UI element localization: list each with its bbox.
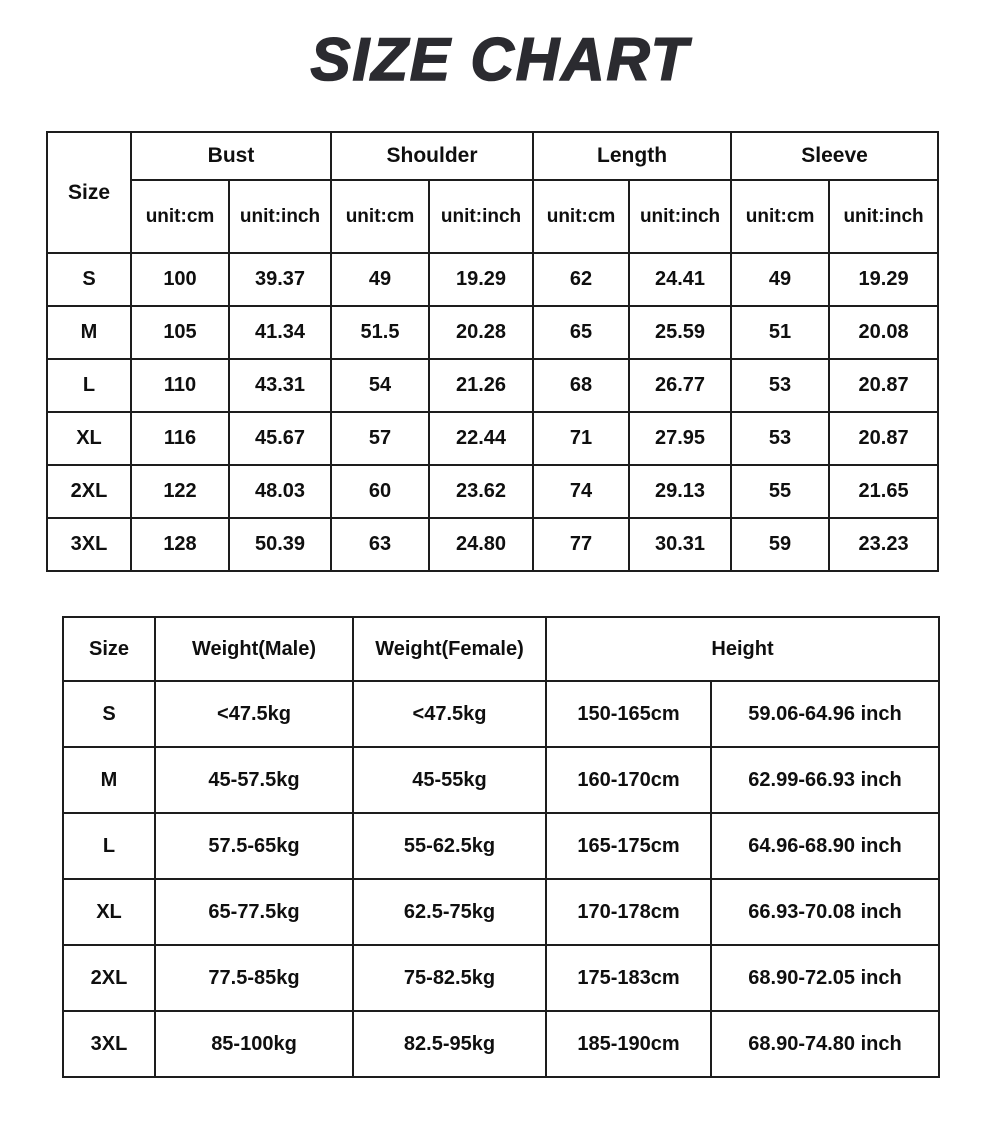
value-cell: 55 xyxy=(731,465,829,518)
measurement-table xyxy=(46,131,939,572)
value-cell: 68 xyxy=(533,359,629,412)
page-title: SIZE CHART xyxy=(310,26,690,93)
body-size-table-body xyxy=(63,681,939,1077)
group-header-shoulder: Shoulder xyxy=(331,132,533,180)
value-cell: 41.34 xyxy=(229,306,331,359)
body-size-row-3xl xyxy=(63,1011,939,1077)
value-cell: 77 xyxy=(533,518,629,571)
unit-inch-header: unit:inch xyxy=(229,180,331,253)
body-size-header-row xyxy=(63,617,939,681)
value-cell: 51 xyxy=(731,306,829,359)
measurement-row-s xyxy=(47,253,938,306)
weight-female-cell: 82.5-95kg xyxy=(353,1011,546,1077)
value-cell: 59 xyxy=(731,518,829,571)
group-header-bust: Bust xyxy=(131,132,331,180)
value-cell: 110 xyxy=(131,359,229,412)
size-column-header: Size xyxy=(47,132,131,253)
weight-male-cell: 57.5-65kg xyxy=(155,813,353,879)
value-cell: 128 xyxy=(131,518,229,571)
value-cell: 100 xyxy=(131,253,229,306)
height-inch-cell: 66.93-70.08 inch xyxy=(711,879,939,945)
value-cell: 19.29 xyxy=(829,253,938,306)
value-cell: 22.44 xyxy=(429,412,533,465)
body-size-table xyxy=(62,616,940,1078)
measurement-row-m xyxy=(47,306,938,359)
size-cell: S xyxy=(63,681,155,747)
unit-cm-header: unit:cm xyxy=(533,180,629,253)
unit-inch-header: unit:inch xyxy=(829,180,938,253)
value-cell: 27.95 xyxy=(629,412,731,465)
height-cm-cell: 170-178cm xyxy=(546,879,711,945)
weight-female-cell: 55-62.5kg xyxy=(353,813,546,879)
size-chart-page xyxy=(0,28,1000,1078)
value-cell: 23.23 xyxy=(829,518,938,571)
size-cell: 3XL xyxy=(63,1011,155,1077)
value-cell: 50.39 xyxy=(229,518,331,571)
height-cm-cell: 160-170cm xyxy=(546,747,711,813)
value-cell: 49 xyxy=(331,253,429,306)
body-size-row-2xl xyxy=(63,945,939,1011)
unit-cm-header: unit:cm xyxy=(731,180,829,253)
weight-male-column-header: Weight(Male) xyxy=(155,617,353,681)
unit-inch-header: unit:inch xyxy=(629,180,731,253)
value-cell: 60 xyxy=(331,465,429,518)
size-cell: L xyxy=(47,359,131,412)
size-cell: XL xyxy=(47,412,131,465)
height-cm-cell: 150-165cm xyxy=(546,681,711,747)
height-cm-cell: 185-190cm xyxy=(546,1011,711,1077)
value-cell: 51.5 xyxy=(331,306,429,359)
value-cell: 65 xyxy=(533,306,629,359)
measurement-row-xl xyxy=(47,412,938,465)
size-cell: 2XL xyxy=(47,465,131,518)
value-cell: 53 xyxy=(731,359,829,412)
size-cell: 3XL xyxy=(47,518,131,571)
height-inch-cell: 62.99-66.93 inch xyxy=(711,747,939,813)
value-cell: 116 xyxy=(131,412,229,465)
weight-male-cell: 65-77.5kg xyxy=(155,879,353,945)
height-inch-cell: 68.90-74.80 inch xyxy=(711,1011,939,1077)
size-cell: S xyxy=(47,253,131,306)
unit-cm-header: unit:cm xyxy=(331,180,429,253)
height-cm-cell: 165-175cm xyxy=(546,813,711,879)
height-inch-cell: 64.96-68.90 inch xyxy=(711,813,939,879)
size-cell: M xyxy=(47,306,131,359)
size-column-header: Size xyxy=(63,617,155,681)
weight-female-cell: 75-82.5kg xyxy=(353,945,546,1011)
size-cell: M xyxy=(63,747,155,813)
weight-male-cell: 85-100kg xyxy=(155,1011,353,1077)
value-cell: 53 xyxy=(731,412,829,465)
unit-cm-header: unit:cm xyxy=(131,180,229,253)
weight-male-cell: <47.5kg xyxy=(155,681,353,747)
weight-female-cell: 45-55kg xyxy=(353,747,546,813)
body-size-table-header xyxy=(63,617,939,681)
group-header-sleeve: Sleeve xyxy=(731,132,938,180)
weight-female-cell: 62.5-75kg xyxy=(353,879,546,945)
value-cell: 29.13 xyxy=(629,465,731,518)
measurement-table-body xyxy=(47,253,938,571)
value-cell: 122 xyxy=(131,465,229,518)
body-size-row-l xyxy=(63,813,939,879)
weight-female-cell: <47.5kg xyxy=(353,681,546,747)
value-cell: 19.29 xyxy=(429,253,533,306)
value-cell: 39.37 xyxy=(229,253,331,306)
value-cell: 43.31 xyxy=(229,359,331,412)
value-cell: 24.80 xyxy=(429,518,533,571)
value-cell: 30.31 xyxy=(629,518,731,571)
body-size-row-m xyxy=(63,747,939,813)
body-size-row-xl xyxy=(63,879,939,945)
value-cell: 54 xyxy=(331,359,429,412)
value-cell: 24.41 xyxy=(629,253,731,306)
measurement-row-3xl xyxy=(47,518,938,571)
value-cell: 105 xyxy=(131,306,229,359)
value-cell: 49 xyxy=(731,253,829,306)
weight-female-column-header: Weight(Female) xyxy=(353,617,546,681)
value-cell: 45.67 xyxy=(229,412,331,465)
value-cell: 21.26 xyxy=(429,359,533,412)
value-cell: 20.87 xyxy=(829,359,938,412)
measurement-row-l xyxy=(47,359,938,412)
value-cell: 48.03 xyxy=(229,465,331,518)
height-inch-cell: 68.90-72.05 inch xyxy=(711,945,939,1011)
body-size-row-s xyxy=(63,681,939,747)
measurement-group-header-row xyxy=(47,132,938,180)
value-cell: 62 xyxy=(533,253,629,306)
measurement-unit-header-row xyxy=(47,180,938,253)
height-cm-cell: 175-183cm xyxy=(546,945,711,1011)
value-cell: 63 xyxy=(331,518,429,571)
height-inch-cell: 59.06-64.96 inch xyxy=(711,681,939,747)
value-cell: 20.87 xyxy=(829,412,938,465)
value-cell: 20.08 xyxy=(829,306,938,359)
weight-male-cell: 45-57.5kg xyxy=(155,747,353,813)
value-cell: 71 xyxy=(533,412,629,465)
measurement-row-2xl xyxy=(47,465,938,518)
weight-male-cell: 77.5-85kg xyxy=(155,945,353,1011)
measurement-table-header xyxy=(47,132,938,253)
size-cell: XL xyxy=(63,879,155,945)
height-column-header: Height xyxy=(546,617,939,681)
value-cell: 26.77 xyxy=(629,359,731,412)
value-cell: 25.59 xyxy=(629,306,731,359)
value-cell: 74 xyxy=(533,465,629,518)
group-header-length: Length xyxy=(533,132,731,180)
value-cell: 20.28 xyxy=(429,306,533,359)
size-cell: L xyxy=(63,813,155,879)
size-cell: 2XL xyxy=(63,945,155,1011)
unit-inch-header: unit:inch xyxy=(429,180,533,253)
value-cell: 57 xyxy=(331,412,429,465)
value-cell: 21.65 xyxy=(829,465,938,518)
value-cell: 23.62 xyxy=(429,465,533,518)
